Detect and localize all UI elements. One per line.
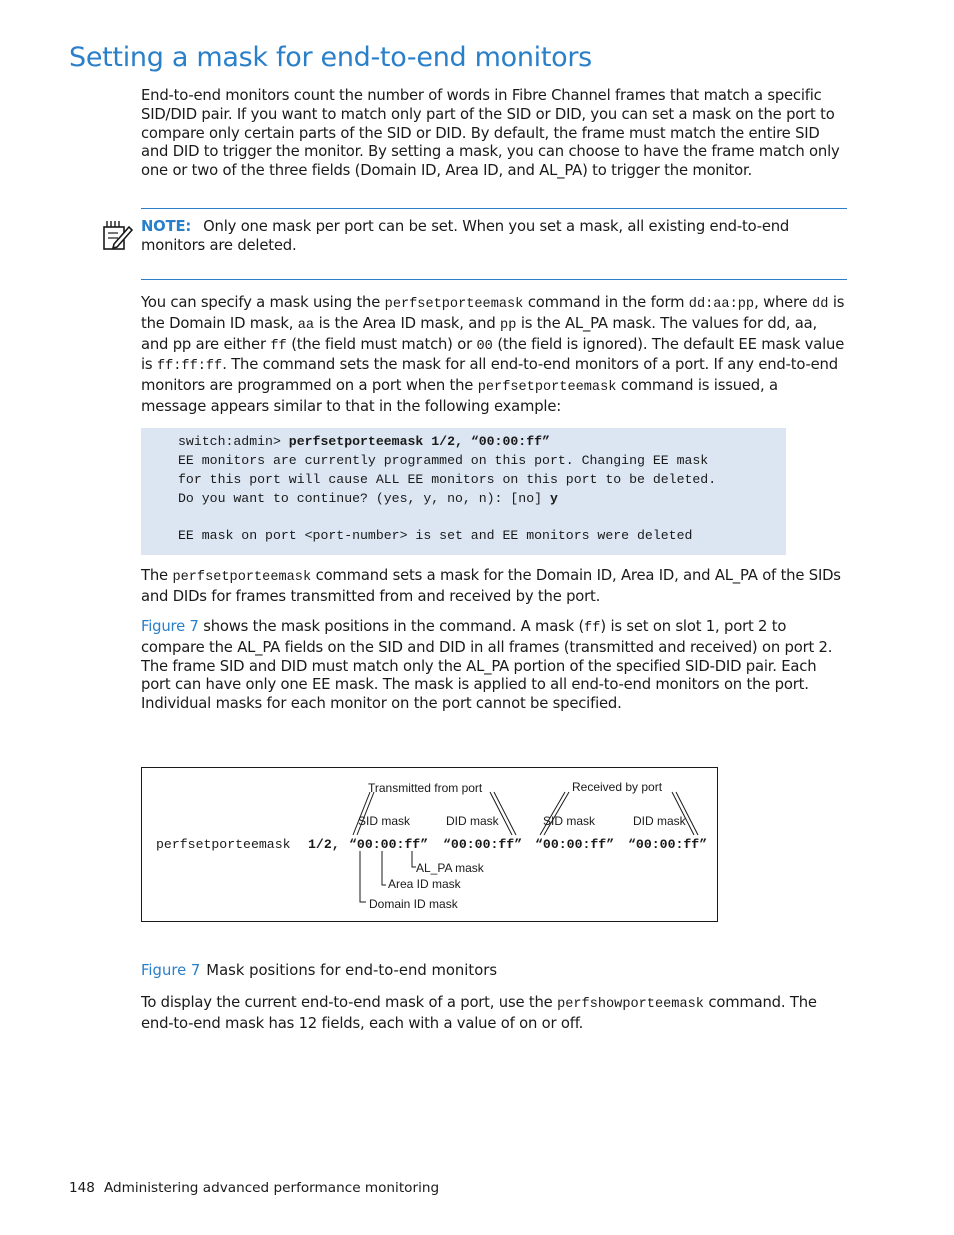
mask-syntax-paragraph: You can specify a mask using the perfsetporteemask command in the form dd:aa:pp, where dd is the Domain ID mask, aa is the Area ID mask, and pp is the AL_PA mask. The values for dd, aa, and pp are either ff (the field must match) or 00 (the field is ignored). The default EE mask value is ff:ff:ff. The command sets the mask for all end-to-end monitors of a port. If any end-to-end monitors are programmed on a port when the perfsetporteemask command is issued, a message appears similar to that in the following example: — [141, 294, 845, 415]
page-footer — [69, 1180, 439, 1196]
sid-mask-label: SID mask — [543, 814, 596, 828]
figure-command: perfsetporteemask — [156, 837, 291, 852]
page-title: Setting a mask for end-to-end monitors — [69, 42, 592, 73]
did-mask-label: DID mask — [633, 814, 686, 828]
transmitted-label: Transmitted from port — [368, 781, 483, 795]
figure-explanation-paragraph: Figure 7 shows the mask positions in the command. A mask (ff) is set on slot 1, port 2 to compare the AL_PA fields on the SID and DID in all frames (transmitted and received) on port 2. The frame SID and DID must match only the AL_PA portion of the specified SID-DID pair. Each port can have only one EE mask. The mask is applied to all end-to-end monitors on the port. Individual masks for each monitor on the port cannot be specified. — [141, 618, 833, 713]
did-mask-label: DID mask — [446, 814, 499, 828]
figure-mask-value: “00:00:ff” — [349, 837, 429, 852]
figure-link[interactable]: Figure 7 — [141, 618, 199, 635]
footer-title: Administering advanced performance monitoring — [103, 1180, 440, 1196]
note-bottom-rule — [141, 279, 847, 280]
code-line: Do you want to continue? (yes, y, no, n): [no] y — [178, 491, 558, 506]
caption-text: Mask positions for end-to-end monitors — [206, 962, 498, 979]
command-description-paragraph: The perfsetporteemask command sets a mask for the Domain ID, Area ID, and AL_PA of the SIDs and DIDs for frames transmitted from and received by the port. — [141, 567, 841, 605]
code-line: EE mask on port <port-number> is set and EE monitors were deleted — [178, 528, 693, 543]
figure-mask-value: “00:00:ff” — [535, 837, 615, 852]
note-pencil-icon — [100, 218, 134, 252]
intro-paragraph: End-to-end monitors count the number of words in Fibre Channel frames that match a specific SID/DID pair. If you want to match only part of the SID or DID, you can set a mask on the port to compare only certain parts of the SID or DID. By default, the frame must match the entire SID and DID to trigger the monitor. By setting a mask, you can choose to have the frame match only one or two of the three fields (Domain ID, Area ID, and AL_PA) to trigger the monitor. — [141, 87, 840, 180]
code-line: switch:admin> perfsetporteemask 1/2, “00:00:ff” — [178, 434, 550, 449]
show-mask-paragraph: To display the current end-to-end mask of a port, use the perfshowporteemask command. The end-to-end mask has 12 fields, each with a value of on or off. — [141, 994, 817, 1032]
note-label: NOTE: — [141, 218, 192, 235]
note — [141, 218, 847, 256]
figure-mask-value: “00:00:ff” — [443, 837, 523, 852]
code-example — [141, 428, 786, 555]
figure-number: Figure 7 — [141, 962, 201, 979]
command-name: perfsetporteemask — [477, 380, 617, 396]
figure-slot-port: 1/2, — [308, 837, 340, 852]
code-line: for this port will cause ALL EE monitors on this port to be deleted. — [178, 472, 717, 487]
command-name: perfsetporteemask — [384, 297, 524, 312]
domain-id-mask-label: Domain ID mask — [369, 897, 458, 911]
alpa-mask-label: AL_PA mask — [416, 861, 484, 875]
area-id-mask-label: Area ID mask — [388, 877, 461, 891]
figure-mask-value: “00:00:ff” — [628, 837, 708, 852]
code-line: EE monitors are currently programmed on this port. Changing EE mask — [178, 453, 709, 468]
received-label: Received by port — [572, 780, 663, 794]
figure-caption — [141, 962, 497, 979]
page-number: 148 — [69, 1180, 95, 1196]
mask-positions-figure — [141, 767, 718, 922]
note-top-rule — [141, 208, 847, 209]
sid-mask-label: SID mask — [358, 814, 411, 828]
note-text: Only one mask per port can be set. When you set a mask, all existing end-to-end monitors are deleted. — [141, 218, 790, 254]
